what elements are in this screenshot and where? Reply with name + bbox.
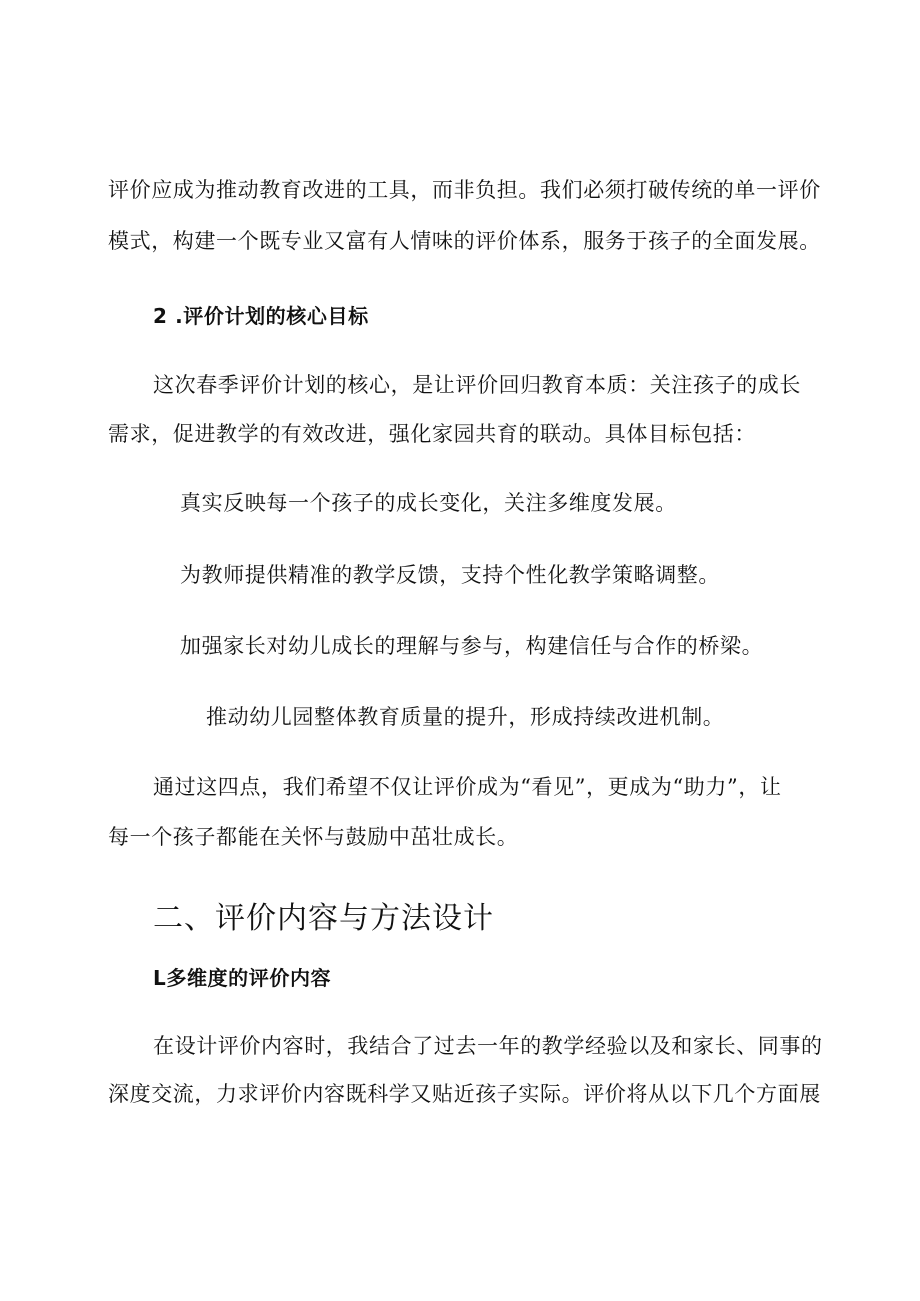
goal-item-4: 推动幼儿园整体教育质量的提升，形成持续改进机制。 (206, 705, 725, 729)
paragraph-intro-line-1: 评价应成为推动教育改进的工具，而非负担。我们必须打破传统的单一评价 (108, 178, 821, 202)
paragraph-summary-line-1: 通过这四点，我们希望不仅让评价成为“看见”，更成为“助力”，让 (153, 775, 782, 799)
goal-item-3: 加强家长对幼儿成长的理解与参与，构建信任与合作的桥梁。 (180, 634, 764, 658)
goal-item-2: 为教师提供精准的教学反馈，支持个性化教学策略调整。 (180, 563, 720, 587)
subheading-core-goals: 2 .评价计划的核心目标 (153, 304, 369, 328)
subheading-multidimensional: L多维度的评价内容 (153, 966, 332, 990)
paragraph-core-line-1: 这次春季评价计划的核心，是让评价回归教育本质：关注孩子的成长 (153, 373, 801, 397)
goal-item-1: 真实反映每一个孩子的成长变化，关注多维度发展。 (180, 491, 677, 515)
paragraph-content-line-2: 深度交流，力求评价内容既科学又贴近孩子实际。评价将从以下几个方面展 (108, 1082, 821, 1106)
paragraph-summary-line-2: 每一个孩子都能在关怀与鼓励中茁壮成长。 (108, 825, 519, 849)
paragraph-core-line-2: 需求，促进教学的有效改进，强化家园共育的联动。具体目标包括： (108, 422, 756, 446)
section-heading: 二、评价内容与方法设计 (153, 901, 494, 936)
paragraph-intro-line-2: 模式，构建一个既专业又富有人情味的评价体系，服务于孩子的全面发展。 (108, 229, 821, 253)
paragraph-content-line-1: 在设计评价内容时，我结合了过去一年的教学经验以及和家长、同事的 (153, 1034, 823, 1058)
